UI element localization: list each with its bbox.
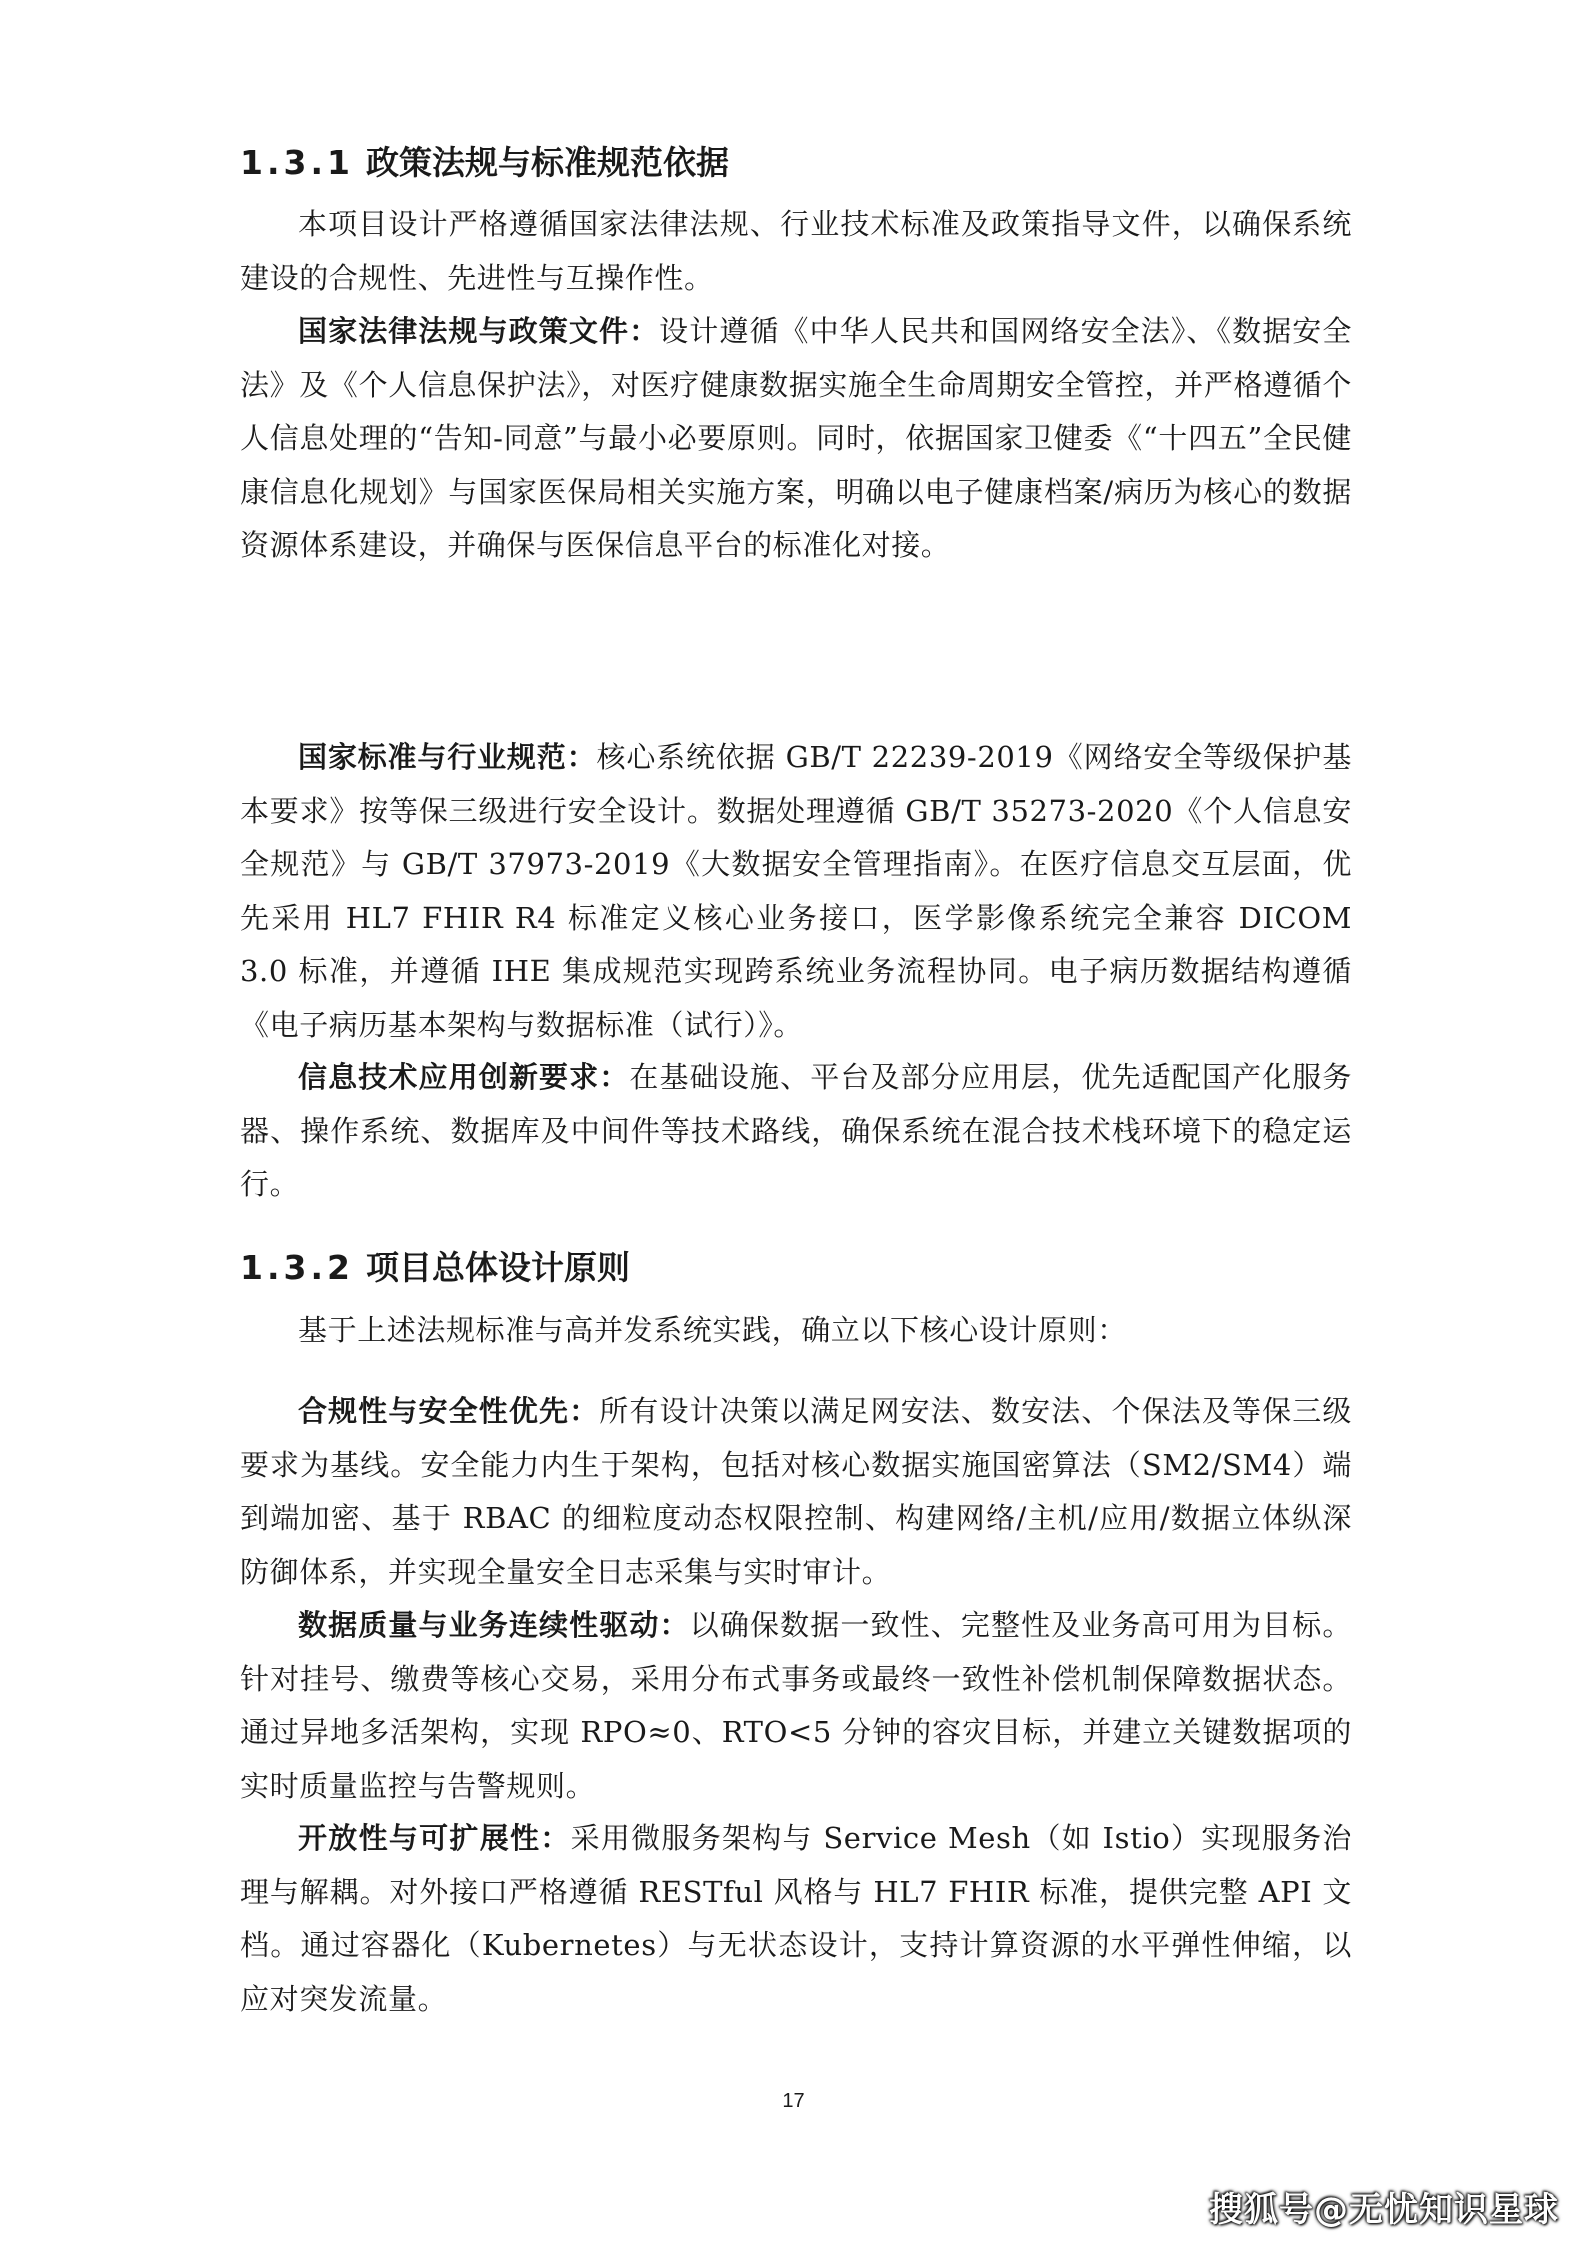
intro-paragraph: 本项目设计严格遵循国家法律法规、行业技术标准及政策指导文件，以确保系统建设的合规性、先进性与互操作性。 <box>240 207 1352 295</box>
section-title: 项目总体设计原则 <box>365 1248 630 1287</box>
paragraph-body: 采用微服务架构与 Service Mesh（如 Istio）实现服务治理与解耦。对外接口严格遵循 RESTful 风格与 HL7 FHIR 标准，提供完整 API 文档。通过容器化（Kubernetes）与无状态设计，支持计算资源的水平弹性伸缩，以应对突发流量。 <box>240 1821 1352 2016</box>
paragraph-lead: 数据质量与业务连续性驱动： <box>298 1608 690 1642</box>
watermark: 搜狐号@无忧知识星球 <box>1209 2190 1559 2230</box>
section-number: 1.3.1 <box>240 143 354 182</box>
paragraph-openness <box>240 1812 1352 2026</box>
paragraph-body: 所有设计决策以满足网安法、数安法、个保法及等保三级要求为基线。安全能力内生于架构，包括对核心数据实施国密算法（SM2/SM4）端到端加密、基于 RBAC 的细粒度动态权限控制、构建网络/主机/应用/数据立体纵深防御体系，并实现全量安全日志采集与实时审计。 <box>240 1394 1352 1589</box>
paragraph-body: 以确保数据一致性、完整性及业务高可用为目标。针对挂号、缴费等核心交易，采用分布式事务或最终一致性补偿机制保障数据状态。通过异地多活架构，实现 RPO≈0、RTO<5 分钟的容灾目标，并建立关键数据项的实时质量监控与告警规则。 <box>240 1608 1352 1803</box>
section-heading-1-3-2 <box>240 1248 630 1288</box>
section-heading-1-3-1 <box>240 143 729 183</box>
paragraph-body: 设计遵循《中华人民共和国网络安全法》、《数据安全法》及《个人信息保护法》，对医疗健康数据实施全生命周期安全管控，并严格遵循个人信息处理的“告知-同意”与最小必要原则。同时，依据国家卫健委《“十四五”全民健康信息化规划》与国家医保局相关实施方案，明确以电子健康档案/病历为核心的数据资源体系建设，并确保与医保信息平台的标准化对接。 <box>240 314 1353 562</box>
paragraph-body: 在基础设施、平台及部分应用层，优先适配国产化服务器、操作系统、数据库及中间件等技术路线，确保系统在混合技术栈环境下的稳定运行。 <box>240 1060 1352 1201</box>
paragraph-innovation <box>240 1051 1352 1212</box>
page-number: 17 <box>782 2090 805 2112</box>
intro-paragraph: 基于上述法规标准与高并发系统实践，确立以下核心设计原则： <box>298 1313 1127 1347</box>
paragraph-legal-policy <box>240 305 1352 573</box>
paragraph-data-quality <box>240 1599 1352 1813</box>
paragraph-body: 核心系统依据 GB/T 22239-2019《网络安全等级保护基本要求》按等保三级进行安全设计。数据处理遵循 GB/T 35273-2020《个人信息安全规范》与 GB/T 37973-2019《大数据安全管理指南》。在医疗信息交互层面，优先采用 HL7 FHIR R4 标准定义核心业务接口，医学影像系统完全兼容 DICOM 3.0 标准，并遵循 IHE 集成规范实现跨系统业务流程协同。电子病历数据结构遵循《电子病历基本架构与数据标准（试行）》。 <box>240 740 1352 1042</box>
section-number: 1.3.2 <box>240 1248 354 1287</box>
paragraph-lead: 开放性与可扩展性： <box>298 1821 571 1855</box>
paragraph-lead: 国家法律法规与政策文件： <box>298 314 660 348</box>
paragraph-lead: 国家标准与行业规范： <box>298 740 597 774</box>
paragraph-compliance <box>240 1385 1352 1599</box>
paragraph-lead: 合规性与安全性优先： <box>298 1394 600 1428</box>
paragraph-lead: 信息技术应用创新要求： <box>298 1060 630 1094</box>
paragraph-standards <box>240 731 1352 1052</box>
section-title: 政策法规与标准规范依据 <box>365 143 729 182</box>
